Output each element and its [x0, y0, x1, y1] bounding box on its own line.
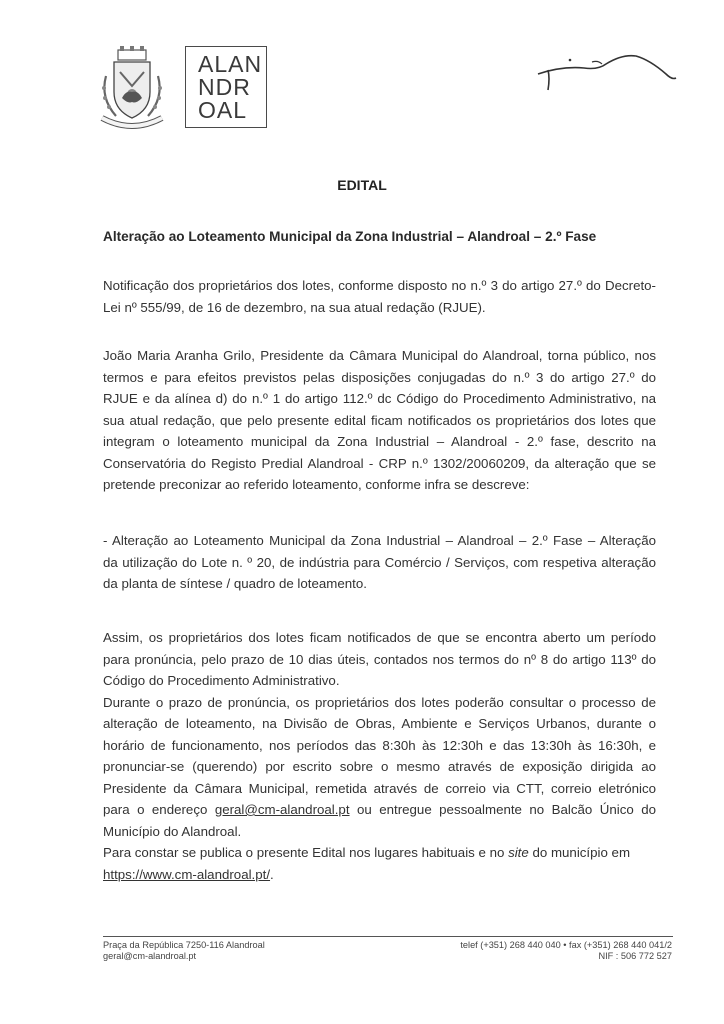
text-line: RJUE e da alínea d) do n.º 1 do artigo 112.º dc Código do Procedimento Administrativo, na: [103, 391, 656, 406]
text-fragment: Para constar se publica o presente Edital nos lugares habituais e no: [103, 845, 509, 860]
alandroal-logo: [185, 46, 267, 128]
text-line: horário de funcionamento, nos períodos das 8:30h às 12:30h e das 13:30h às 16:30h, e: [103, 737, 656, 753]
text-line: pronunciar-se (querendo) por escrito sobre o mesmo através de exposição dirigida ao: [103, 759, 656, 774]
text-line: integram o loteamento municipal da Zona Industrial – Alandroal - 2.º fase, descrito na: [103, 434, 656, 449]
text-line: pretende preconizar ao referido loteamento, conforme infra se descreve:: [103, 477, 530, 492]
logo-line-3: OAL: [198, 97, 248, 123]
text-fragment: .: [270, 866, 274, 882]
footer-email: geral@cm-alandroal.pt: [103, 951, 197, 961]
site-word: site: [508, 845, 529, 860]
text-fragment: ou entregue pessoalmente no Balcão Único do: [349, 802, 656, 817]
text-line: sua atual redação, que pelo presente edital ficam notificados os proprietários dos lotes que: [103, 412, 656, 428]
website-link[interactable]: https://www.cm-alandroal.pt/: [103, 866, 271, 882]
alteration-description-paragraph: [103, 530, 656, 595]
text-fragment: do município em: [528, 845, 631, 860]
footer-address: Praça da República 7250-116 Alandroal: [103, 940, 265, 950]
handwritten-signature: [532, 44, 682, 104]
text-fragment: para o endereço: [103, 802, 215, 817]
consultation-period-paragraph: [103, 627, 656, 885]
text-line: da utilização do Lote n. º 20, de indústria para Comércio / Serviços, com respetiva alteração: [103, 554, 656, 570]
text-line: termos e para efeitos previstos pelas disposições conjugadas do n.º 3 do artigo 27.º do: [103, 369, 656, 385]
footer-divider: [103, 936, 673, 937]
text-line: para pronúncia, pelo prazo de 10 dias úteis, contados nos termos do nº 8 do artigo 113º do: [103, 651, 656, 667]
text-line: Presidente da Câmara Municipal, remetida através de correio via CTT, correio eletrónico: [103, 780, 656, 796]
text-line: Notificação dos proprietários dos lotes, conforme disposto no n.º 3 do artigo 27.º do Decreto-: [103, 278, 656, 293]
notification-paragraph: [103, 275, 656, 318]
text-line: João Maria Aranha Grilo, Presidente da Câmara Municipal do Alandroal, torna público, nos: [103, 348, 656, 363]
text-line: Durante o prazo de pronúncia, os proprietários dos lotes poderão consultar o processo de: [103, 694, 656, 710]
email-link[interactable]: geral@cm-alandroal.pt: [214, 802, 350, 817]
text-line-email: [103, 799, 656, 821]
document-subtitle: Alteração ao Loteamento Municipal da Zona Industrial – Alandroal – 2.º Fase: [103, 229, 597, 244]
text-line: Município do Alandroal.: [103, 823, 242, 839]
document-title: EDITAL: [337, 177, 387, 193]
text-line: da planta de síntese / quadro de loteamento.: [103, 576, 367, 591]
text-line: Assim, os proprietários dos lotes ficam notificados de que se encontra aberto um período: [103, 630, 656, 645]
footer-phone-fax: telef (+351) 268 440 040 • fax (+351) 268 440 041/2: [460, 940, 672, 950]
municipal-crest-icon: [92, 46, 172, 134]
footer-nif: NIF : 506 772 527: [598, 951, 672, 961]
text-line: Código do Procedimento Administrativo.: [103, 673, 340, 688]
text-line: Lei nº 555/99, de 16 de dezembro, na sua atual redação (RJUE).: [103, 299, 486, 315]
text-line: Conservatória do Registo Predial Alandroal - CRP n.º 1302/20060209, da alteração que se: [103, 455, 656, 471]
logo-line-2: NDR: [198, 74, 251, 100]
logo-line-1: ALAN: [198, 51, 263, 77]
text-line-site: [103, 842, 656, 864]
president-statement-paragraph: [103, 345, 656, 496]
text-line: alteração de loteamento, na Divisão de Obras, Ambiente e Serviços Urbanos, durante o: [103, 716, 656, 731]
text-line: - Alteração ao Loteamento Municipal da Zona Industrial – Alandroal – 2.º Fase – Alteração: [103, 533, 656, 548]
text-line-website: [103, 864, 656, 886]
